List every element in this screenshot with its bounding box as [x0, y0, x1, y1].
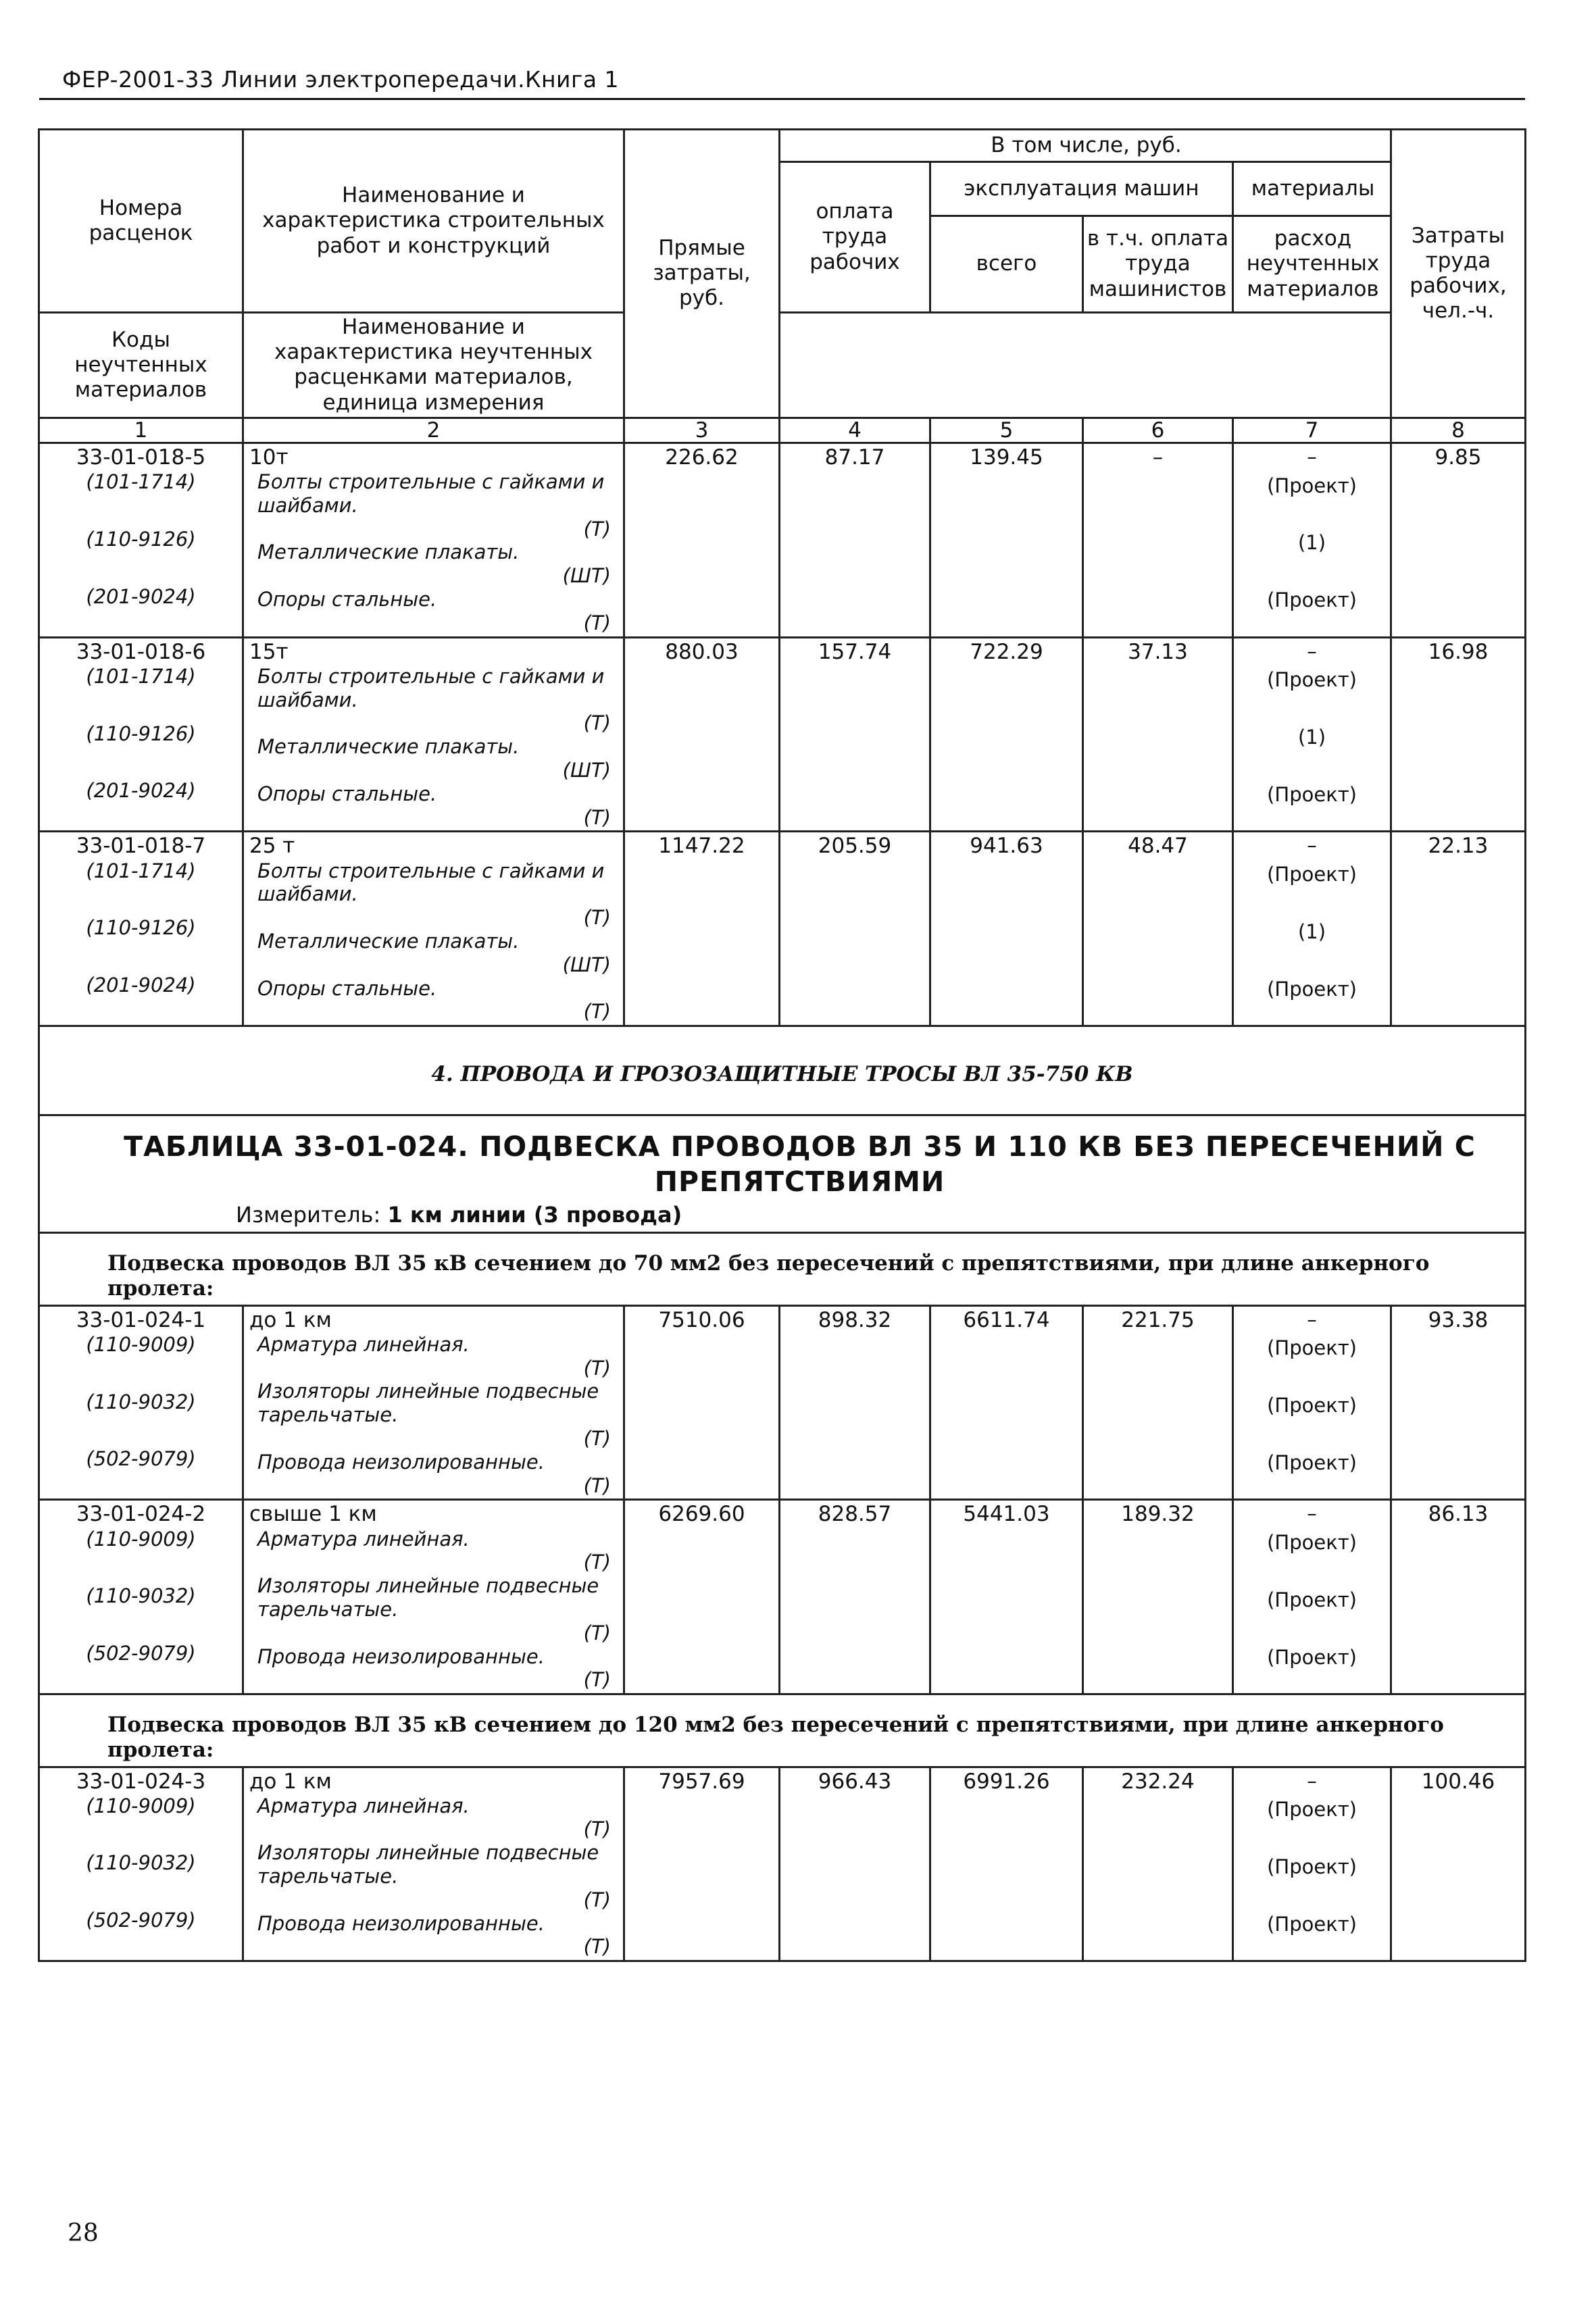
- subsection-block-2: [39, 1694, 1526, 1767]
- material-code: (201-9024): [86, 779, 196, 803]
- machine-cost: 941.63: [930, 832, 1083, 1026]
- material-quantity: (Проект): [1267, 1531, 1357, 1555]
- material-quantity: (Проект): [1267, 1588, 1357, 1611]
- document-header: ФЕР-2001-33 Линии электропередачи.Книга 1: [62, 66, 620, 93]
- material-quantity: (Проект): [1267, 1394, 1357, 1417]
- material-name: Болты строительные с гайками и шайбами.: [257, 664, 605, 711]
- material-code: (101-1714): [86, 664, 196, 688]
- page-number: 28: [68, 2219, 99, 2247]
- labor-hours: 16.98: [1391, 637, 1526, 832]
- rate-name-cell: [243, 832, 624, 1026]
- rate-name-cell: [243, 443, 624, 637]
- in-total-header: В том числе, руб.: [780, 130, 1392, 163]
- col6-header: в т.ч. оплата труда машинистов: [1084, 217, 1234, 311]
- material-quantity: (1): [1297, 531, 1326, 555]
- machine-labor-cost: –: [1083, 443, 1233, 637]
- rate-code-cell: [39, 1305, 243, 1500]
- material-code: (502-9079): [86, 1642, 196, 1665]
- rate-name: 25 т: [249, 834, 295, 859]
- material-code: (110-9126): [86, 916, 196, 940]
- labor-hours: 100.46: [1391, 1767, 1526, 1961]
- rate-code: 33-01-018-7: [76, 834, 206, 859]
- rate-name-cell: [243, 637, 624, 832]
- material-code: (110-9009): [86, 1332, 196, 1356]
- table-row: [39, 443, 1526, 637]
- materials-header: материалы: [1234, 163, 1392, 217]
- material-name: Арматура линейная.: [257, 1332, 470, 1356]
- machine-cost: 6611.74: [930, 1305, 1083, 1500]
- material-quantity: (Проект): [1267, 863, 1357, 886]
- col7-header: расход неучтенных материалов: [1246, 226, 1380, 301]
- rates-table: [38, 128, 1526, 1962]
- column-number: 6: [1083, 418, 1233, 443]
- material-code: (110-9032): [86, 1390, 196, 1413]
- material-unit: (ШТ): [562, 564, 611, 588]
- measure-value: 1 км линии (3 провода): [387, 1201, 682, 1228]
- machine-labor-cost: 37.13: [1083, 637, 1233, 832]
- materials-cost: –: [1307, 1769, 1317, 1792]
- subsection-title-2: Подвеска проводов ВЛ 35 кВ сечением до 120 мм2 без пересечений с препятствиями, при длине анкерного пролета:: [39, 1694, 1526, 1767]
- subsection-title-1: Подвеска проводов ВЛ 35 кВ сечением до 70 мм2 без пересечений с препятствиями, при длине анкерного пролета:: [39, 1233, 1526, 1305]
- col2-header-bottom: Наименование и характеристика неучтенных расценками материалов, единица измерения: [243, 313, 624, 418]
- material-unit: (Т): [583, 517, 611, 540]
- machine-labor-cost: 189.32: [1083, 1500, 1233, 1694]
- labor-cost: 205.59: [780, 832, 930, 1026]
- material-name: Изоляторы линейные подвесные тарельчатые.: [257, 1841, 599, 1888]
- labor-hours: 9.85: [1391, 443, 1526, 637]
- rate-code: 33-01-018-5: [76, 445, 206, 470]
- material-name: Болты строительные с гайками и шайбами.: [257, 859, 605, 906]
- table-row: [39, 637, 1526, 832]
- material-unit: (Т): [583, 1474, 611, 1497]
- material-code: (101-1714): [86, 470, 196, 494]
- material-code: (110-9032): [86, 1584, 196, 1608]
- col3-header: Прямые затраты, руб.: [624, 130, 780, 418]
- material-name: Болты строительные с гайками и шайбами.: [257, 470, 605, 517]
- machine-cost: 722.29: [930, 637, 1083, 832]
- material-code: (101-1714): [86, 859, 196, 882]
- material-unit: (Т): [583, 1551, 611, 1574]
- materials-cost: –: [1307, 639, 1317, 663]
- materials-cell: [1233, 637, 1391, 832]
- machine-cost: 5441.03: [930, 1500, 1083, 1694]
- labor-cost: 157.74: [780, 637, 930, 832]
- material-code: (110-9126): [86, 722, 196, 745]
- rate-code-cell: [39, 637, 243, 832]
- rows-group-c: [39, 1767, 1526, 1961]
- rate-code: 33-01-024-1: [76, 1307, 206, 1332]
- material-unit: (Т): [583, 1817, 611, 1841]
- materials-cost: –: [1307, 1502, 1317, 1526]
- machine-labor-cost: 232.24: [1083, 1767, 1233, 1961]
- machine-cost: 139.45: [930, 443, 1083, 637]
- direct-cost: 226.62: [624, 443, 780, 637]
- direct-cost: 7957.69: [624, 1767, 780, 1961]
- labor-hours: 22.13: [1391, 832, 1526, 1026]
- material-quantity: (Проект): [1267, 1645, 1357, 1669]
- table-title: ТАБЛИЦА 33-01-024. ПОДВЕСКА ПРОВОДОВ ВЛ 35 И 110 КВ БЕЗ ПЕРЕСЕЧЕНИЙ С ПРЕПЯТСТВИЯМИ: [124, 1130, 1476, 1198]
- material-unit: (Т): [583, 1935, 611, 1959]
- material-name: Металлические плакаты.: [257, 540, 520, 564]
- column-number: 7: [1233, 418, 1391, 443]
- labor-hours: 86.13: [1391, 1500, 1526, 1694]
- materials-cost: –: [1307, 445, 1317, 468]
- column-number: 1: [39, 418, 243, 443]
- material-quantity: (Проект): [1267, 1798, 1357, 1821]
- material-quantity: (Проект): [1267, 977, 1357, 1001]
- material-quantity: (1): [1297, 920, 1326, 943]
- table-title-cell: [39, 1115, 1526, 1233]
- rate-code-cell: [39, 1500, 243, 1694]
- direct-cost: 880.03: [624, 637, 780, 832]
- rate-code-cell: [39, 1767, 243, 1961]
- material-name: Провода неизолированные.: [257, 1450, 545, 1474]
- machine-cost: 6991.26: [930, 1767, 1083, 1961]
- rate-name-cell: [243, 1305, 624, 1500]
- material-name: Провода неизолированные.: [257, 1911, 545, 1935]
- labor-cost: 898.32: [780, 1305, 930, 1500]
- rate-name: 15т: [249, 639, 289, 664]
- rate-code-cell: [39, 832, 243, 1026]
- rate-name-cell: [243, 1500, 624, 1694]
- material-unit: (Т): [583, 611, 611, 634]
- material-quantity: (Проект): [1267, 1855, 1357, 1879]
- machine-labor-cost: 48.47: [1083, 832, 1233, 1026]
- material-unit: (Т): [583, 711, 611, 735]
- table-row: [39, 832, 1526, 1026]
- rate-code: 33-01-024-2: [76, 1502, 206, 1527]
- rate-code: 33-01-024-3: [76, 1769, 206, 1794]
- material-code: (502-9079): [86, 1909, 196, 1932]
- section-title: 4. ПРОВОДА И ГРОЗОЗАЩИТНЫЕ ТРОСЫ ВЛ 35-750 КВ: [39, 1026, 1526, 1115]
- group-header: [780, 130, 1391, 313]
- material-code: (110-9009): [86, 1794, 196, 1817]
- material-quantity: (Проект): [1267, 783, 1357, 806]
- material-unit: (ШТ): [562, 953, 611, 976]
- measure-label: Измеритель:: [236, 1201, 381, 1228]
- material-name: Опоры стальные.: [257, 588, 437, 611]
- col2-header-top: Наименование и характеристика строительных работ и конструкций: [243, 130, 624, 313]
- material-unit: (ШТ): [562, 758, 611, 782]
- material-name: Арматура линейная.: [257, 1794, 470, 1817]
- material-quantity: (1): [1297, 726, 1326, 749]
- column-number: 3: [624, 418, 780, 443]
- material-quantity: (Проект): [1267, 668, 1357, 692]
- material-code: (110-9009): [86, 1527, 196, 1551]
- direct-cost: 7510.06: [624, 1305, 780, 1500]
- material-quantity: (Проект): [1267, 588, 1357, 612]
- rate-code: 33-01-018-6: [76, 639, 206, 664]
- rate-name: до 1 км: [249, 1307, 332, 1332]
- material-quantity: (Проект): [1267, 1451, 1357, 1474]
- labor-hours: 93.38: [1391, 1305, 1526, 1500]
- table-header: [39, 130, 1526, 443]
- material-name: Изоляторы линейные подвесные тарельчатые.: [257, 1380, 599, 1427]
- material-quantity: (Проект): [1267, 1912, 1357, 1936]
- rows-group-a: [39, 443, 1526, 1026]
- material-code: (110-9032): [86, 1851, 196, 1875]
- machine-labor-cost: 221.75: [1083, 1305, 1233, 1500]
- material-code: (201-9024): [86, 584, 196, 608]
- col1-header-bottom: Коды неучтенных материалов: [39, 313, 243, 418]
- materials-cost: –: [1307, 834, 1317, 857]
- material-name: Провода неизолированные.: [257, 1644, 545, 1668]
- col1-header-top: Номера расценок: [39, 130, 243, 313]
- col8-header: Затраты труда рабочих, чел.-ч.: [1391, 130, 1526, 418]
- direct-cost: 6269.60: [624, 1500, 780, 1694]
- section-block: [39, 1026, 1526, 1305]
- table-row: [39, 1500, 1526, 1694]
- rows-group-b: [39, 1305, 1526, 1694]
- material-code: (110-9126): [86, 527, 196, 551]
- materials-cost: –: [1307, 1307, 1317, 1331]
- table-row: [39, 1767, 1526, 1961]
- material-unit: (Т): [583, 1888, 611, 1911]
- rate-code-cell: [39, 443, 243, 637]
- column-number: 4: [780, 418, 930, 443]
- machines-header: эксплуатация машин: [931, 163, 1234, 217]
- direct-cost: 1147.22: [624, 832, 780, 1026]
- column-number: 5: [930, 418, 1083, 443]
- column-number: 2: [243, 418, 624, 443]
- material-unit: (Т): [583, 1356, 611, 1380]
- materials-cell: [1233, 1305, 1391, 1500]
- materials-cell: [1233, 832, 1391, 1026]
- table-row: [39, 1305, 1526, 1500]
- labor-cost: 87.17: [780, 443, 930, 637]
- labor-cost: 828.57: [780, 1500, 930, 1694]
- material-name: Арматура линейная.: [257, 1527, 470, 1551]
- material-code: (201-9024): [86, 974, 196, 997]
- material-name: Изоляторы линейные подвесные тарельчатые.: [257, 1574, 599, 1621]
- header-rule: [39, 98, 1525, 100]
- labor-cost: 966.43: [780, 1767, 930, 1961]
- material-unit: (Т): [583, 1000, 611, 1024]
- material-name: Опоры стальные.: [257, 976, 437, 1000]
- measure-line: [80, 1202, 1519, 1228]
- material-quantity: (Проект): [1267, 1336, 1357, 1360]
- materials-cell: [1233, 443, 1391, 637]
- material-unit: (Т): [583, 1621, 611, 1644]
- materials-cell: [1233, 1767, 1391, 1961]
- material-quantity: (Проект): [1267, 474, 1357, 497]
- material-unit: (Т): [583, 805, 611, 829]
- material-unit: (Т): [583, 1426, 611, 1450]
- col4-header: оплата труда рабочих: [780, 163, 931, 311]
- material-unit: (Т): [583, 906, 611, 930]
- rate-name-cell: [243, 1767, 624, 1961]
- col5-header: всего: [931, 217, 1084, 311]
- materials-cell: [1233, 1500, 1391, 1694]
- material-unit: (Т): [583, 1668, 611, 1692]
- material-name: Металлические плакаты.: [257, 735, 520, 759]
- rate-name: свыше 1 км: [249, 1502, 377, 1527]
- rate-name: 10т: [249, 445, 289, 470]
- column-number: 8: [1391, 418, 1526, 443]
- material-code: (502-9079): [86, 1447, 196, 1471]
- material-name: Опоры стальные.: [257, 782, 437, 805]
- rate-name: до 1 км: [249, 1769, 332, 1794]
- material-name: Металлические плакаты.: [257, 929, 520, 953]
